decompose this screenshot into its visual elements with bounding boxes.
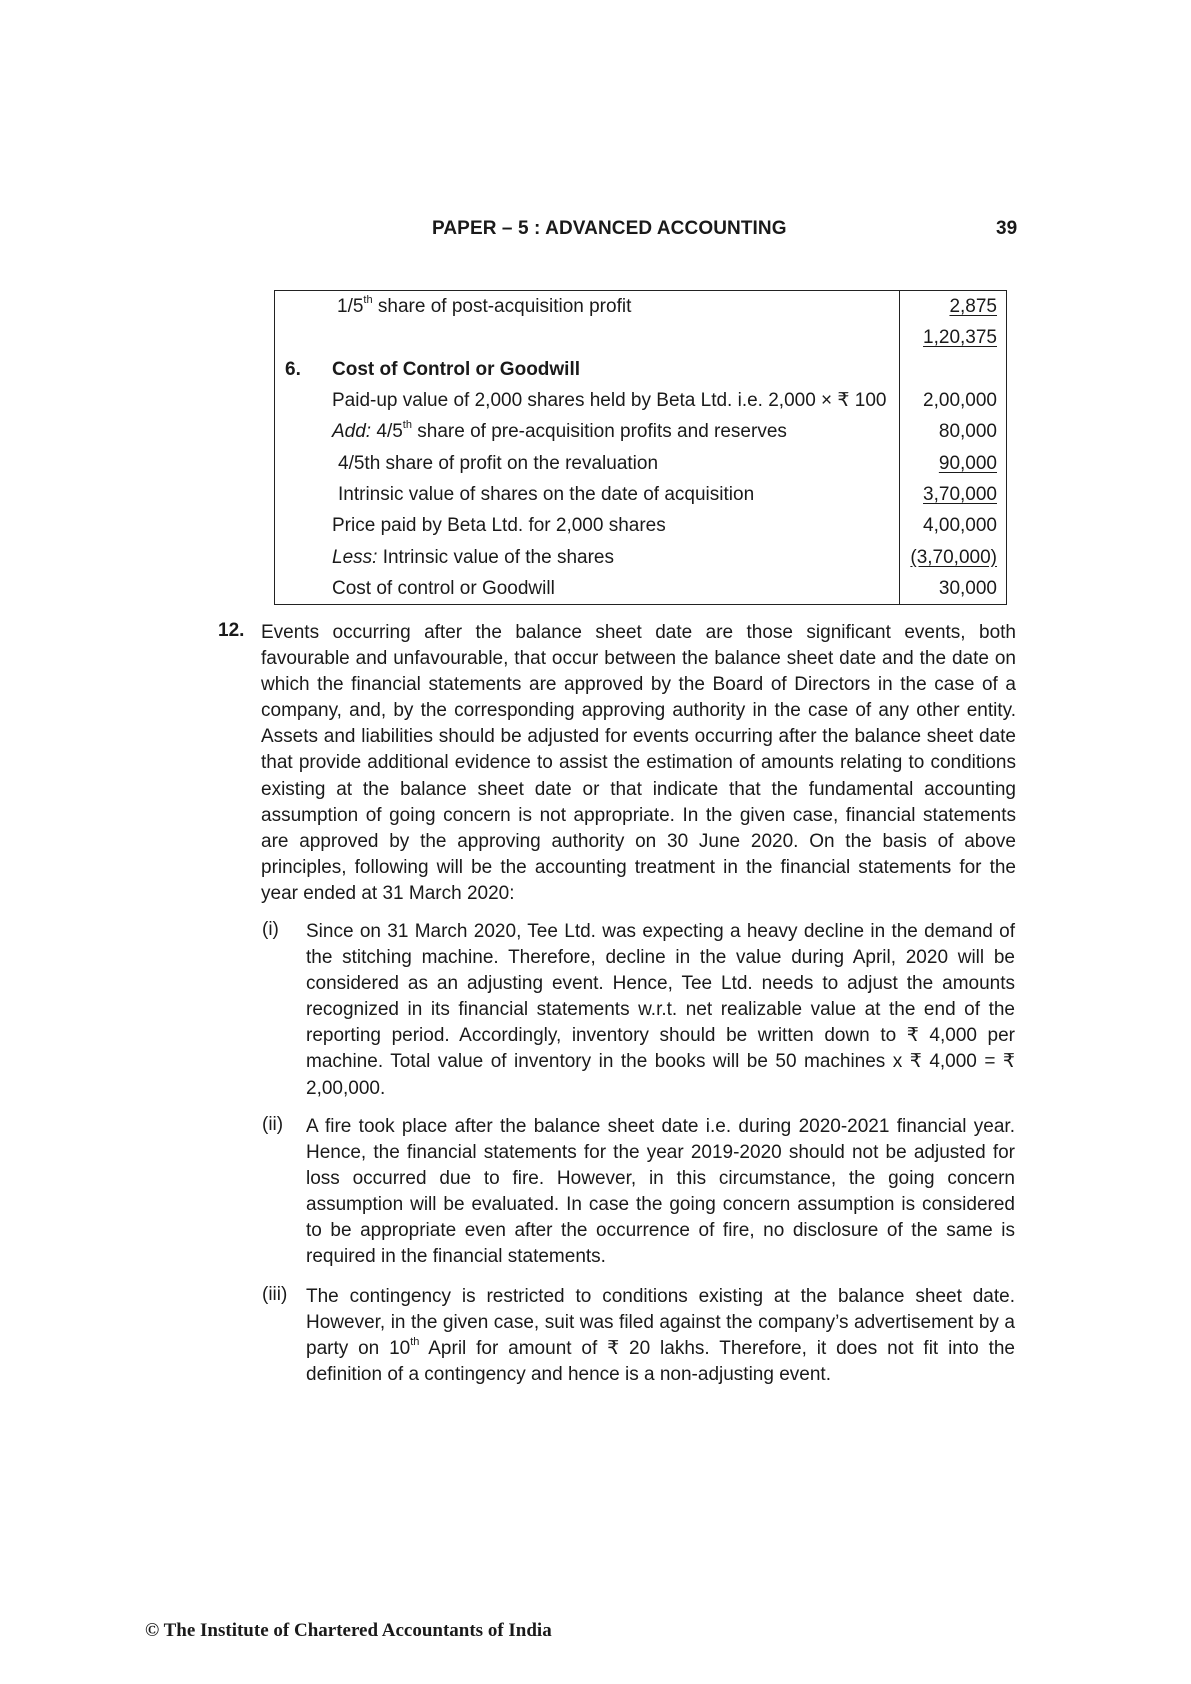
- sub-item-text: The contingency is restricted to conditions existing at the balance sheet date. However, in the given case, suit was filed against the company’s advertisement by a party on 10th April for amount of ₹ 20 lakhs. Therefore, it does not fit into the definition of a contingency and hence is a non-adjusting event.: [306, 1286, 1015, 1386]
- page-number: 39: [996, 218, 1018, 239]
- sub-item-text: A fire took place after the balance sheet date i.e. during 2020-2021 financial year. Hence, the financial statements for the year 2019-2020 should not be adjusted for loss occurred due to fire. However, in this circumstance, the going concern assumption will be evaluated. In case the going concern assumption is considered to be appropriate even after the occurrence of fire, no disclosure of the same is required in the financial statements.: [306, 1116, 1015, 1268]
- table-row: [275, 541, 1007, 572]
- row-amount: 2,00,000: [900, 385, 1007, 416]
- row-amount: 80,000: [900, 416, 1007, 447]
- sub-item-label: (ii): [262, 1114, 284, 1135]
- row-amount: (3,70,000): [910, 546, 997, 568]
- row-text: Intrinsic value of shares on the date of acquisition: [338, 483, 755, 505]
- question-number: 12.: [218, 620, 245, 641]
- section-number: 6.: [285, 358, 301, 380]
- footer-copyright: © The Institute of Chartered Accountants of India: [145, 1620, 552, 1641]
- sub-item-label: (iii): [262, 1284, 288, 1305]
- table-row: [275, 479, 1007, 510]
- table-row: [275, 416, 1007, 447]
- table-row: [275, 510, 1007, 541]
- row-text: share of pre-acquisition profits and reserves: [411, 421, 787, 443]
- page-header-title: PAPER – 5 : ADVANCED ACCOUNTING: [432, 218, 787, 239]
- question-paragraph: Events occurring after the balance sheet date are those significant events, both favourable and unfavourable, that occur between the balance sheet date and the date on which the financial statements are approved by the Board of Directors in the case of a company, and, by the corresponding approving authority in the case of any other entity. Assets and liabilities should be adjusted for events occurring after the balance sheet date that provide additional evidence to assist the estimation of amounts relating to conditions existing at the balance sheet date or that indicate that the fundamental accounting assumption of going concern is not appropriate. In the given case, financial statements are approved by the approving authority on 30 June 2020. On the basis of above principles, following will be the accounting treatment in the financial statements for the year ended at 31 March 2020:: [261, 622, 1016, 904]
- sub-item-text: Since on 31 March 2020, Tee Ltd. was expecting a heavy decline in the demand of the stitching machine. Therefore, decline in the value during April, 2020 will be considered as an adjusting event. Hence, Tee Ltd. needs to adjust the amounts recognized in its financial statements w.r.t. net realizable value at the end of the reporting period. Accordingly, inventory should be written down to ₹ 4,000 per machine. Total value of inventory in the books will be 50 machines x ₹ 4,000 = ₹ 2,00,000.: [306, 921, 1015, 1099]
- table-row: [275, 322, 1007, 353]
- row-text: 4/5th share of profit on the revaluation: [338, 452, 659, 474]
- table-row: [275, 291, 1007, 323]
- table-row: [275, 573, 1007, 605]
- row-amount: [900, 354, 1007, 385]
- row-text: Intrinsic value of the shares: [377, 546, 614, 568]
- section-heading: Cost of Control or Goodwill: [332, 358, 581, 380]
- row-amount: 3,70,000: [923, 483, 997, 505]
- row-text: 1/5: [337, 296, 364, 318]
- row-text: Cost of control or Goodwill: [332, 577, 555, 599]
- row-amount: 30,000: [900, 573, 1007, 605]
- table-row: [275, 447, 1007, 478]
- row-text: Price paid by Beta Ltd. for 2,000 shares: [332, 515, 666, 537]
- row-text: Paid-up value of 2,000 shares held by Beta Ltd. i.e. 2,000 × ₹ 100: [332, 390, 887, 412]
- row-superscript: th: [402, 419, 412, 431]
- row-text: 4/5: [371, 421, 403, 443]
- row-text: [332, 322, 900, 353]
- goodwill-calculation-table: [274, 290, 1007, 605]
- row-superscript: th: [363, 293, 373, 306]
- row-amount: 2,875: [949, 296, 997, 318]
- row-amount: 90,000: [938, 452, 997, 474]
- row-text: share of post-acquisition profit: [372, 296, 632, 318]
- row-amount: 4,00,000: [900, 510, 1007, 541]
- row-amount: 1,20,375: [923, 327, 997, 349]
- row-prefix: Add:: [332, 421, 372, 443]
- row-prefix: Less:: [332, 546, 378, 568]
- table-row: [275, 354, 1007, 385]
- sub-item-label: (i): [262, 919, 279, 940]
- table-row: [275, 385, 1007, 416]
